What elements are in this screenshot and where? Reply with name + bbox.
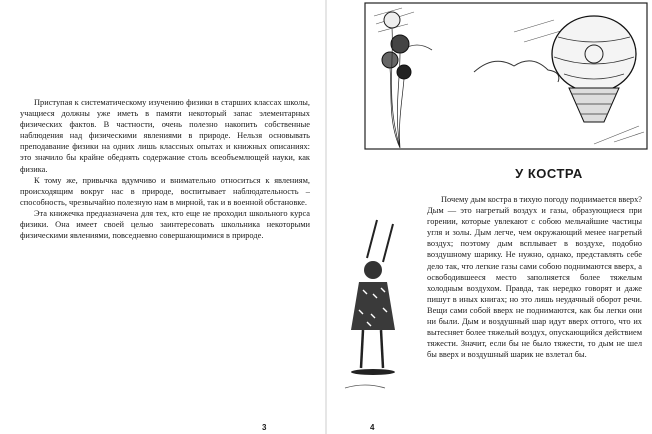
page-number-left: 3 — [262, 423, 267, 432]
girl-illustration — [337, 218, 427, 418]
paragraph: К тому же, привычка вдумчиво и внимательно относиться к явлениям, происходящим вокруг нас в природе, воспитывает наблюдательность – способность, чрезвычайно полезную нам в мирной, так и в военной обстановке. — [20, 175, 310, 207]
paragraph: Почему дым костра в тихую погоду поднимается вверх? Дым — это нагретый воздух и газы, образующиеся при горении, которые увлекают с собою мельчайшие частицы угля и золы. Дым легче, чем окружающий менее нагретый воздух; поэтому дым всплывает в воздухе, подобно воздушному шарику. Не нужно, однако, представлять себе дело так, что легкие газы сами собою поднимаются вверх, а освободившееся место заполняется более тяжелым холодным воздухом. Правда, так нередко говорят и даже пишут в иных книгах; но это лишь неудачный оборот речи. Вещи сами собой вверх не поднимаются, как бы легки они ни были. Дым и воздушный шар идут вверх оттого, что их вытесняет более тяжелый воздух, опускающийся действием тяжести. Значит, если бы не было тяжести, то дым не шел бы вверх и воздушный шарик не взлетал бы. — [427, 195, 642, 360]
right-page — [327, 0, 652, 434]
right-page-text — [427, 194, 642, 360]
left-page — [0, 0, 325, 434]
chapter-heading: У КОСТРА — [515, 166, 583, 181]
paragraph: Приступая к систематическому изучению физики в старших классах школы, учащиеся должны уже иметь в памяти некоторый запас элементарных физических фактов. В частности, очень полезно накопить собственные наблюдения над физическими явлениями в природе. Нельзя основывать преподавание физики на одних лишь классных опытах и книжных описаниях: это значило бы крайне обеднять содержание столь всеобъемлющей науки, как физика. — [20, 98, 310, 174]
balloons-illustration — [364, 2, 648, 150]
paragraph: Эта книжечка предназначена для тех, кто еще не проходил школьного курса физики. Она имеет своей целью заинтересовать школьника некоторыми физическими явлениями, повседневно совершающимися в природе. — [20, 208, 310, 241]
left-page-text — [20, 97, 310, 241]
page-number-right: 4 — [370, 423, 375, 432]
